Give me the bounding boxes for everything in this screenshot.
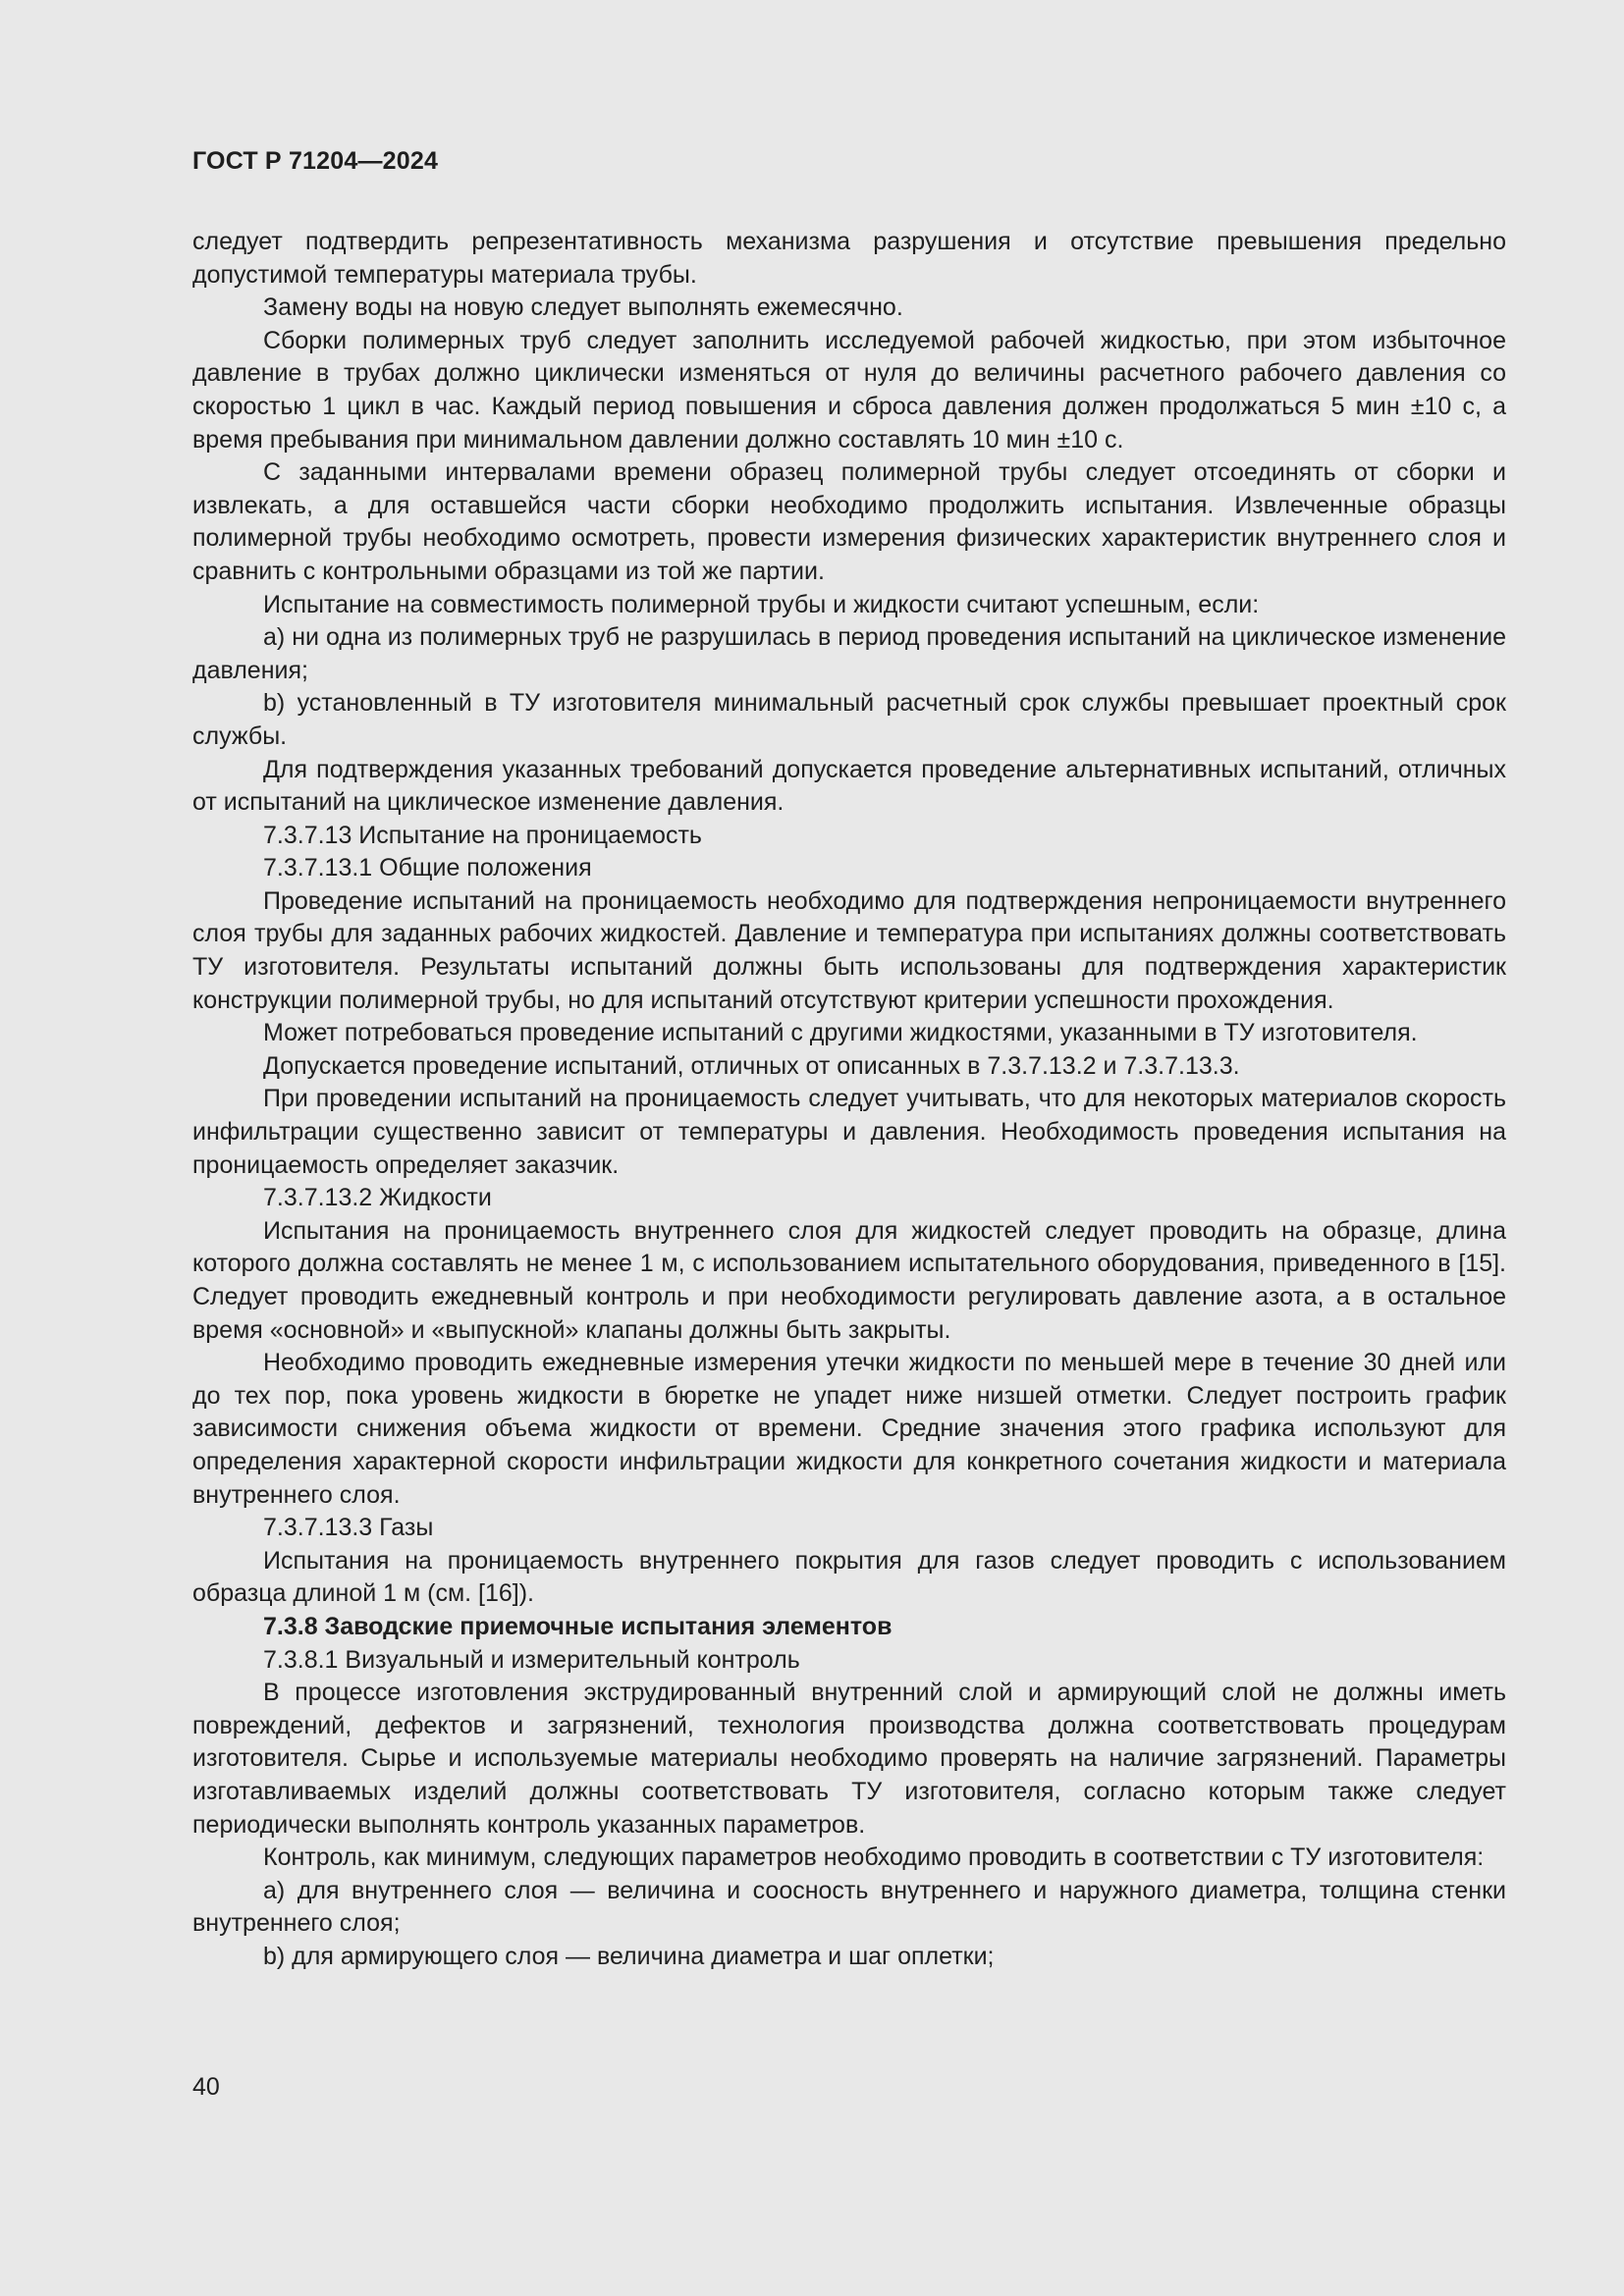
paragraph: С заданными интервалами времени образец полимерной трубы следует отсоединять от сборки и извлекать, а для оставшейся части сборки необходимо продолжить испытания. Извлеченные образцы полимерной трубы необходимо осмотреть, провести измерения физических характеристик внутреннего слоя и сравнить с контрольными образцами из той же партии. xyxy=(192,458,1506,585)
paragraph: следует подтвердить репрезентативность механизма разрушения и отсутствие превышения предельно допустимой температуры материала трубы. xyxy=(192,228,1506,289)
document-header: ГОСТ Р 71204—2024 xyxy=(192,147,439,175)
document-body xyxy=(192,226,1506,1973)
paragraph: Замену воды на новую следует выполнять ежемесячно. xyxy=(263,294,903,322)
section-heading: 7.3.7.13.1 Общие положения xyxy=(263,854,592,882)
paragraph: Сборки полимерных труб следует заполнить исследуемой рабочей жидкостью, при этом избыточное давление в трубах должно циклически изменяться от нуля до величины расчетного рабочего давления со скоростью 1 цикл в час. Каждый период повышения и сброса давления должен продолжаться 5 мин ±10 с, а время пребывания при минимальном давлении должно составлять 10 мин ±10 с. xyxy=(192,326,1506,454)
section-heading: 7.3.7.13.2 Жидкости xyxy=(263,1184,492,1212)
section-heading-bold: 7.3.8 Заводские приемочные испытания элементов xyxy=(263,1612,893,1640)
paragraph: Может потребоваться проведение испытаний с другими жидкостями, указанными в ТУ изготовителя. xyxy=(263,1019,1418,1047)
paragraph: Проведение испытаний на проницаемость необходимо для подтверждения непроницаемости внутреннего слоя трубы для заданных рабочих жидкостей. Давление и температура при испытаниях должны соответствовать ТУ изготовителя. Результаты испытаний должны быть использованы для подтверждения характеристик конструкции полимерной трубы, но для испытаний отсутствуют критерии успешности прохождения. xyxy=(192,886,1506,1014)
paragraph: Испытания на проницаемость внутреннего слоя для жидкостей следует проводить на образце, длина которого должна составлять не менее 1 м, с использованием испытательного оборудования, приведенного в [15]. Следует проводить ежедневный контроль и при необходимости регулировать давление азота, а в остальное время «основной» и «выпускной» клапаны должны быть закрыты. xyxy=(192,1216,1506,1344)
list-item: a) ни одна из полимерных труб не разрушилась в период проведения испытаний на циклическое изменение давления; xyxy=(192,623,1506,684)
paragraph: Для подтверждения указанных требований допускается проведение альтернативных испытаний, отличных от испытаний на циклическое изменение давления. xyxy=(192,755,1506,817)
paragraph: Необходимо проводить ежедневные измерения утечки жидкости по меньшей мере в течение 30 дней или до тех пор, пока уровень жидкости в бюретке не упадет ниже низшей отметки. Следует построить график зависимости снижения объема жидкости от времени. Средние значения этого графика используют для определения характерной скорости инфильтрации жидкости для конкретного сочетания жидкости и материала внутреннего слоя. xyxy=(192,1349,1506,1509)
list-item: b) для армирующего слоя — величина диаметра и шаг оплетки; xyxy=(263,1942,995,1970)
paragraph: В процессе изготовления экструдированный внутренний слой и армирующий слой не должны иметь повреждений, дефектов и загрязнений, технология производства должна соответствовать процедурам изготовителя. Сырье и используемые материалы необходимо проверять на наличие загрязнений. Параметры изготавливаемых изделий должны соответствовать ТУ изготовителя, согласно которым также следует периодически выполнять контроль указанных параметров. xyxy=(192,1679,1506,1839)
section-heading: 7.3.8.1 Визуальный и измерительный контроль xyxy=(263,1645,800,1674)
paragraph: Контроль, как минимум, следующих параметров необходимо проводить в соответствии с ТУ изготовителя: xyxy=(263,1843,1485,1872)
section-heading: 7.3.7.13 Испытание на проницаемость xyxy=(263,821,702,849)
paragraph: При проведении испытаний на проницаемость следует учитывать, что для некоторых материалов скорость инфильтрации существенно зависит от температуры и давления. Необходимость проведения испытания на проницаемость определяет заказчик. xyxy=(192,1085,1506,1179)
paragraph: Испытания на проницаемость внутреннего покрытия для газов следует проводить с использованием образца длиной 1 м (см. [16]). xyxy=(192,1546,1506,1608)
list-item: b) установленный в ТУ изготовителя минимальный расчетный срок службы превышает проектный срок службы. xyxy=(192,689,1506,750)
paragraph: Испытание на совместимость полимерной трубы и жидкости считают успешным, если: xyxy=(263,590,1260,618)
paragraph: Допускается проведение испытаний, отличных от описанных в 7.3.7.13.2 и 7.3.7.13.3. xyxy=(263,1051,1240,1080)
list-item: a) для внутреннего слоя — величина и соосность внутреннего и наружного диаметра, толщина стенки внутреннего слоя; xyxy=(192,1876,1506,1938)
section-heading: 7.3.7.13.3 Газы xyxy=(263,1514,434,1542)
page-number: 40 xyxy=(192,2073,220,2101)
